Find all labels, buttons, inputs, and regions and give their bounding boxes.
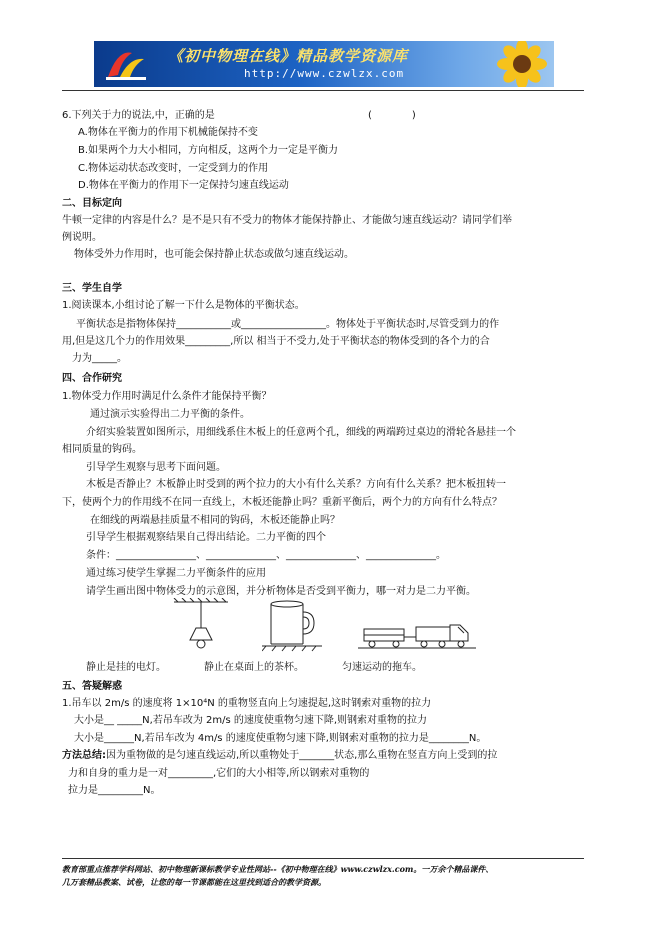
section-2-heading: 二、目标定向 [62, 198, 122, 209]
footer-line-1: 教育部重点推荐学科网站、初中物理新课标教学专业性网站--《初中物理在线》www.czwlzx.com。一万余个精品课件、 [62, 864, 494, 874]
method-line-2: 力和自身的重力是一对_________,它们的大小相等,所以钢索对重物的 [68, 768, 370, 779]
option-c: C.物体运动状态改变时，一定受到力的作用 [78, 163, 269, 174]
section-4-heading: 四、合作研究 [62, 373, 122, 384]
section-4-line-5: 引导学生观察与思考下面问题。 [86, 462, 226, 473]
section-3-line-1: 1.阅读课本,小组讨论了解一下什么是物体的平衡状态。 [62, 300, 305, 311]
section-4-line-6: 木板是否静止？木板静止时受到的两个拉力的大小有什么关系？方向有什么关系？把木板扭转一 [86, 479, 506, 490]
section-3-line-2: 平衡状态是指物体保持___________或_________________。物体处于平衡状态时,尽管受到力的作 [76, 319, 500, 330]
teacup-figure [262, 598, 324, 652]
section-4-line-10: 条件：________________、______________、______________、______________。 [86, 550, 446, 561]
option-b: B.如果两个力大小相同，方向相反，这两个力一定是平衡力 [78, 145, 339, 156]
caption-truck: 匀速运动的拖车。 [342, 662, 422, 673]
footer-line-2: 几万套精品教案、试卷，让您的每一节课都能在这里找到适合的教学资源。 [62, 877, 326, 887]
hanging-lamp-figure [170, 598, 232, 652]
header-banner [94, 41, 554, 87]
header-divider [62, 90, 584, 91]
section-3-line-3: 用,但是这几个力的作用效果_________,所以 相当于不受力,处于平衡状态的物体受到的各个力的合 [62, 336, 490, 347]
method-line-3: 拉力是_________N。 [68, 785, 161, 796]
answer-paren: ( ) [368, 110, 416, 121]
question-6-stem: 6.下列关于力的说法,中，正确的是 [62, 110, 215, 121]
section-4-line-7: 下，使两个力的作用线不在同一直线上，木板还能静止吗？重新平衡后，两个力的方向有什么特点？ [62, 497, 502, 508]
method-label: 方法总结: [62, 750, 106, 761]
section-4-line-4: 相同质量的钩码。 [62, 444, 142, 455]
section-4-line-8: 在细线的两端悬挂质量不相同的钩码，木板还能静止吗？ [90, 515, 340, 526]
caption-teacup: 静止在桌面上的茶杯。 [204, 662, 304, 673]
section-2-line-2: 例说明。 [62, 232, 102, 243]
section-4-line-3: 介绍实验装置如图所示，用细线系住木板上的任意两个孔，细线的两端跨过桌边的滑轮各悬挂一个 [86, 427, 516, 438]
section-5-line-1: 1.吊车以 2m/s 的速度将 1×10⁴N 的重物竖直向上匀速提起,这时钢索对重物的拉力 [62, 698, 432, 709]
caption-lamp: 静止是挂的电灯。 [86, 662, 166, 673]
logo-icon [104, 45, 148, 83]
option-a: A.物体在平衡力的作用下机械能保持不变 [78, 127, 258, 138]
section-4-line-11: 通过练习使学生掌握二力平衡条件的应用 [86, 568, 266, 579]
section-3-heading: 三、学生自学 [62, 283, 122, 294]
section-4-line-2: 通过演示实验得出二力平衡的条件。 [90, 409, 250, 420]
sunflower-icon [484, 41, 554, 87]
section-3-line-4: 力为_____。 [72, 353, 127, 364]
section-2-line-1: 牛顿一定律的内容是什么？是不是只有不受力的物体才能保持静止、才能做匀速直线运动？请同学们举 [62, 215, 512, 226]
method-summary [62, 749, 497, 762]
tow-truck-figure [358, 615, 478, 653]
section-5-line-3: 大小是______N,若吊车改为 4m/s 的速度使重物匀速下降,则钢索对重物的拉力是________N。 [74, 733, 487, 744]
section-5-heading: 五、答疑解惑 [62, 681, 122, 692]
section-4-line-12: 请学生画出图中物体受力的示意图，并分析物体是否受到平衡力，哪一对力是二力平衡。 [86, 586, 476, 597]
footer-divider [62, 858, 584, 859]
header-title: 《初中物理在线》精品教学资源库 [168, 47, 409, 65]
section-4-line-1: 1.物体受力作用时满足什么条件才能保持平衡？ [62, 391, 272, 402]
header-url[interactable]: http://www.czwlzx.com [244, 67, 405, 80]
section-2-line-3: 物体受外力作用时，也可能会保持静止状态或做匀速直线运动。 [74, 249, 354, 260]
method-line-1: 因为重物做的是匀速直线运动,所以重物处于_______状态,那么重物在竖直方向上受到的拉 [106, 750, 498, 761]
section-4-line-9: 引导学生根据观察结果自己得出结论。二力平衡的四个 [86, 532, 326, 543]
section-5-line-2: 大小是__ _____N,若吊车改为 2m/s 的速度使重物匀速下降,则钢索对重物的拉力 [74, 715, 428, 726]
option-d: D.物体在平衡力的作用下一定保持匀速直线运动 [78, 180, 289, 191]
